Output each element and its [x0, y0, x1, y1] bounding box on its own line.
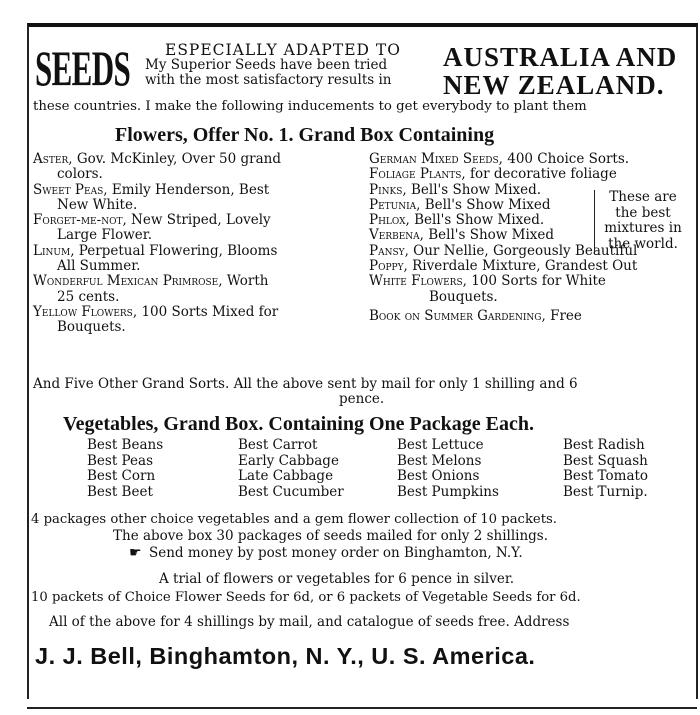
five-other-sorts: And Five Other Grand Sorts. All the above sent by mail for only 1 shilling and 6	[33, 376, 578, 392]
intro-line: these countries. I make the following inducements to get everybody to plant them	[33, 99, 587, 114]
region-title	[443, 43, 677, 99]
flower-item: Phlox, Bell's Show Mixed.	[369, 212, 545, 229]
veg-item: Best Lettuce	[397, 437, 484, 453]
header-tagline	[145, 43, 445, 88]
flower-item: Forget-me-not, New Striped, Lovely Large Flower.	[33, 212, 271, 244]
pence-line: pence.	[339, 391, 385, 407]
flower-item: Poppy, Riverdale Mixture, Grandest Out	[369, 258, 638, 275]
flower-item: Aster, Gov. McKinley, Over 50 grand colors.	[33, 151, 281, 183]
money-order-line: ☛ Send money by post money order on Binghamton, N.Y.	[129, 545, 523, 561]
seeds-title: SEEDS	[35, 40, 131, 96]
vegetables-heading: Vegetables, Grand Box. Containing One Package Each.	[63, 413, 534, 435]
veg-item: Best Pumpkins	[397, 483, 499, 500]
trial-line: A trial of flowers or vegetables for 6 pence in silver.	[159, 571, 515, 587]
flower-item: Petunia, Bell's Show Mixed	[369, 196, 551, 213]
veg-column-3	[397, 438, 499, 500]
flower-item: Foliage Plants, for decorative foliage	[369, 166, 617, 183]
flower-item: Book on Summer Gardening, Free	[369, 307, 582, 324]
tagline-line-3: with the most satisfactory results in	[145, 72, 392, 88]
flower-item: Wonderful Mexican Primrose, Worth 25 cents.	[33, 273, 269, 305]
veg-item: Best Beans	[87, 437, 164, 453]
veg-item: Early Cabbage	[238, 452, 339, 469]
veg-item: Best Turnip.	[563, 483, 648, 500]
tagline-line-2: My Superior Seeds have been tried	[145, 57, 388, 73]
address-footer: J. J. Bell, Binghamton, N. Y., U. S. America.	[35, 643, 536, 669]
veg-column-1	[87, 438, 163, 500]
veg-item: Best Corn	[87, 468, 156, 484]
header	[33, 37, 693, 103]
flowers-heading: Flowers, Offer No. 1. Grand Box Containing	[115, 124, 495, 146]
mixtures-note: These are the best mixtures in the world.	[594, 190, 691, 252]
veg-item: Best Peas	[87, 452, 153, 469]
flower-item: Verbena, Bell's Show Mixed	[369, 227, 555, 244]
veg-item: Best Tomato	[563, 468, 649, 484]
veg-item: Best Onions	[397, 468, 480, 484]
all-above-line: All of the above for 4 shillings by mail, and catalogue of seeds free. Address	[49, 614, 570, 630]
box-price-line: The above box 30 packages of seeds mailed for only 2 shillings.	[113, 528, 549, 544]
flower-item: German Mixed Seeds, 400 Choice Sorts.	[369, 151, 630, 167]
advertisement	[27, 23, 698, 699]
veg-item: Late Cabbage	[238, 468, 334, 484]
veg-item: Best Cucumber	[238, 483, 344, 500]
flower-item: Sweet Peas, Emily Henderson, Best New White.	[33, 181, 270, 213]
region-line-1: AUSTRALIA AND	[443, 42, 678, 72]
veg-column-4	[563, 438, 648, 500]
packets-line: 10 packets of Choice Flower Seeds for 6d, or 6 packets of Vegetable Seeds for 6d.	[31, 590, 581, 605]
veg-item: Best Radish	[563, 437, 645, 453]
flower-item: Yellow Flowers, 100 Sorts Mixed for Bouquets.	[33, 303, 279, 336]
veg-item: Best Squash	[563, 452, 648, 469]
flowers-left-column	[33, 152, 355, 336]
veg-column-2	[238, 438, 344, 500]
flower-item: Linum, Perpetual Flowering, Blooms All Summer.	[33, 242, 278, 275]
veg-item: Best Carrot	[238, 437, 318, 453]
veg-item: Best Beet	[87, 483, 153, 500]
pointing-hand-icon: ☛	[129, 545, 142, 561]
bottom-rule	[27, 707, 697, 709]
region-line-2: NEW ZEALAND.	[443, 70, 665, 100]
tagline-line-1: ESPECIALLY ADAPTED TO	[165, 41, 401, 59]
extra-vegetables-line: 4 packages other choice vegetables and a gem flower collection of 10 packets.	[31, 512, 557, 527]
flower-item: Pinks, Bell's Show Mixed.	[369, 181, 542, 198]
veg-item: Best Melons	[397, 452, 482, 469]
flower-item: White Flowers, 100 Sorts for White Bouquets.	[369, 273, 606, 305]
flower-item: Pansy, Our Nellie, Gorgeously Beautiful	[369, 242, 638, 259]
